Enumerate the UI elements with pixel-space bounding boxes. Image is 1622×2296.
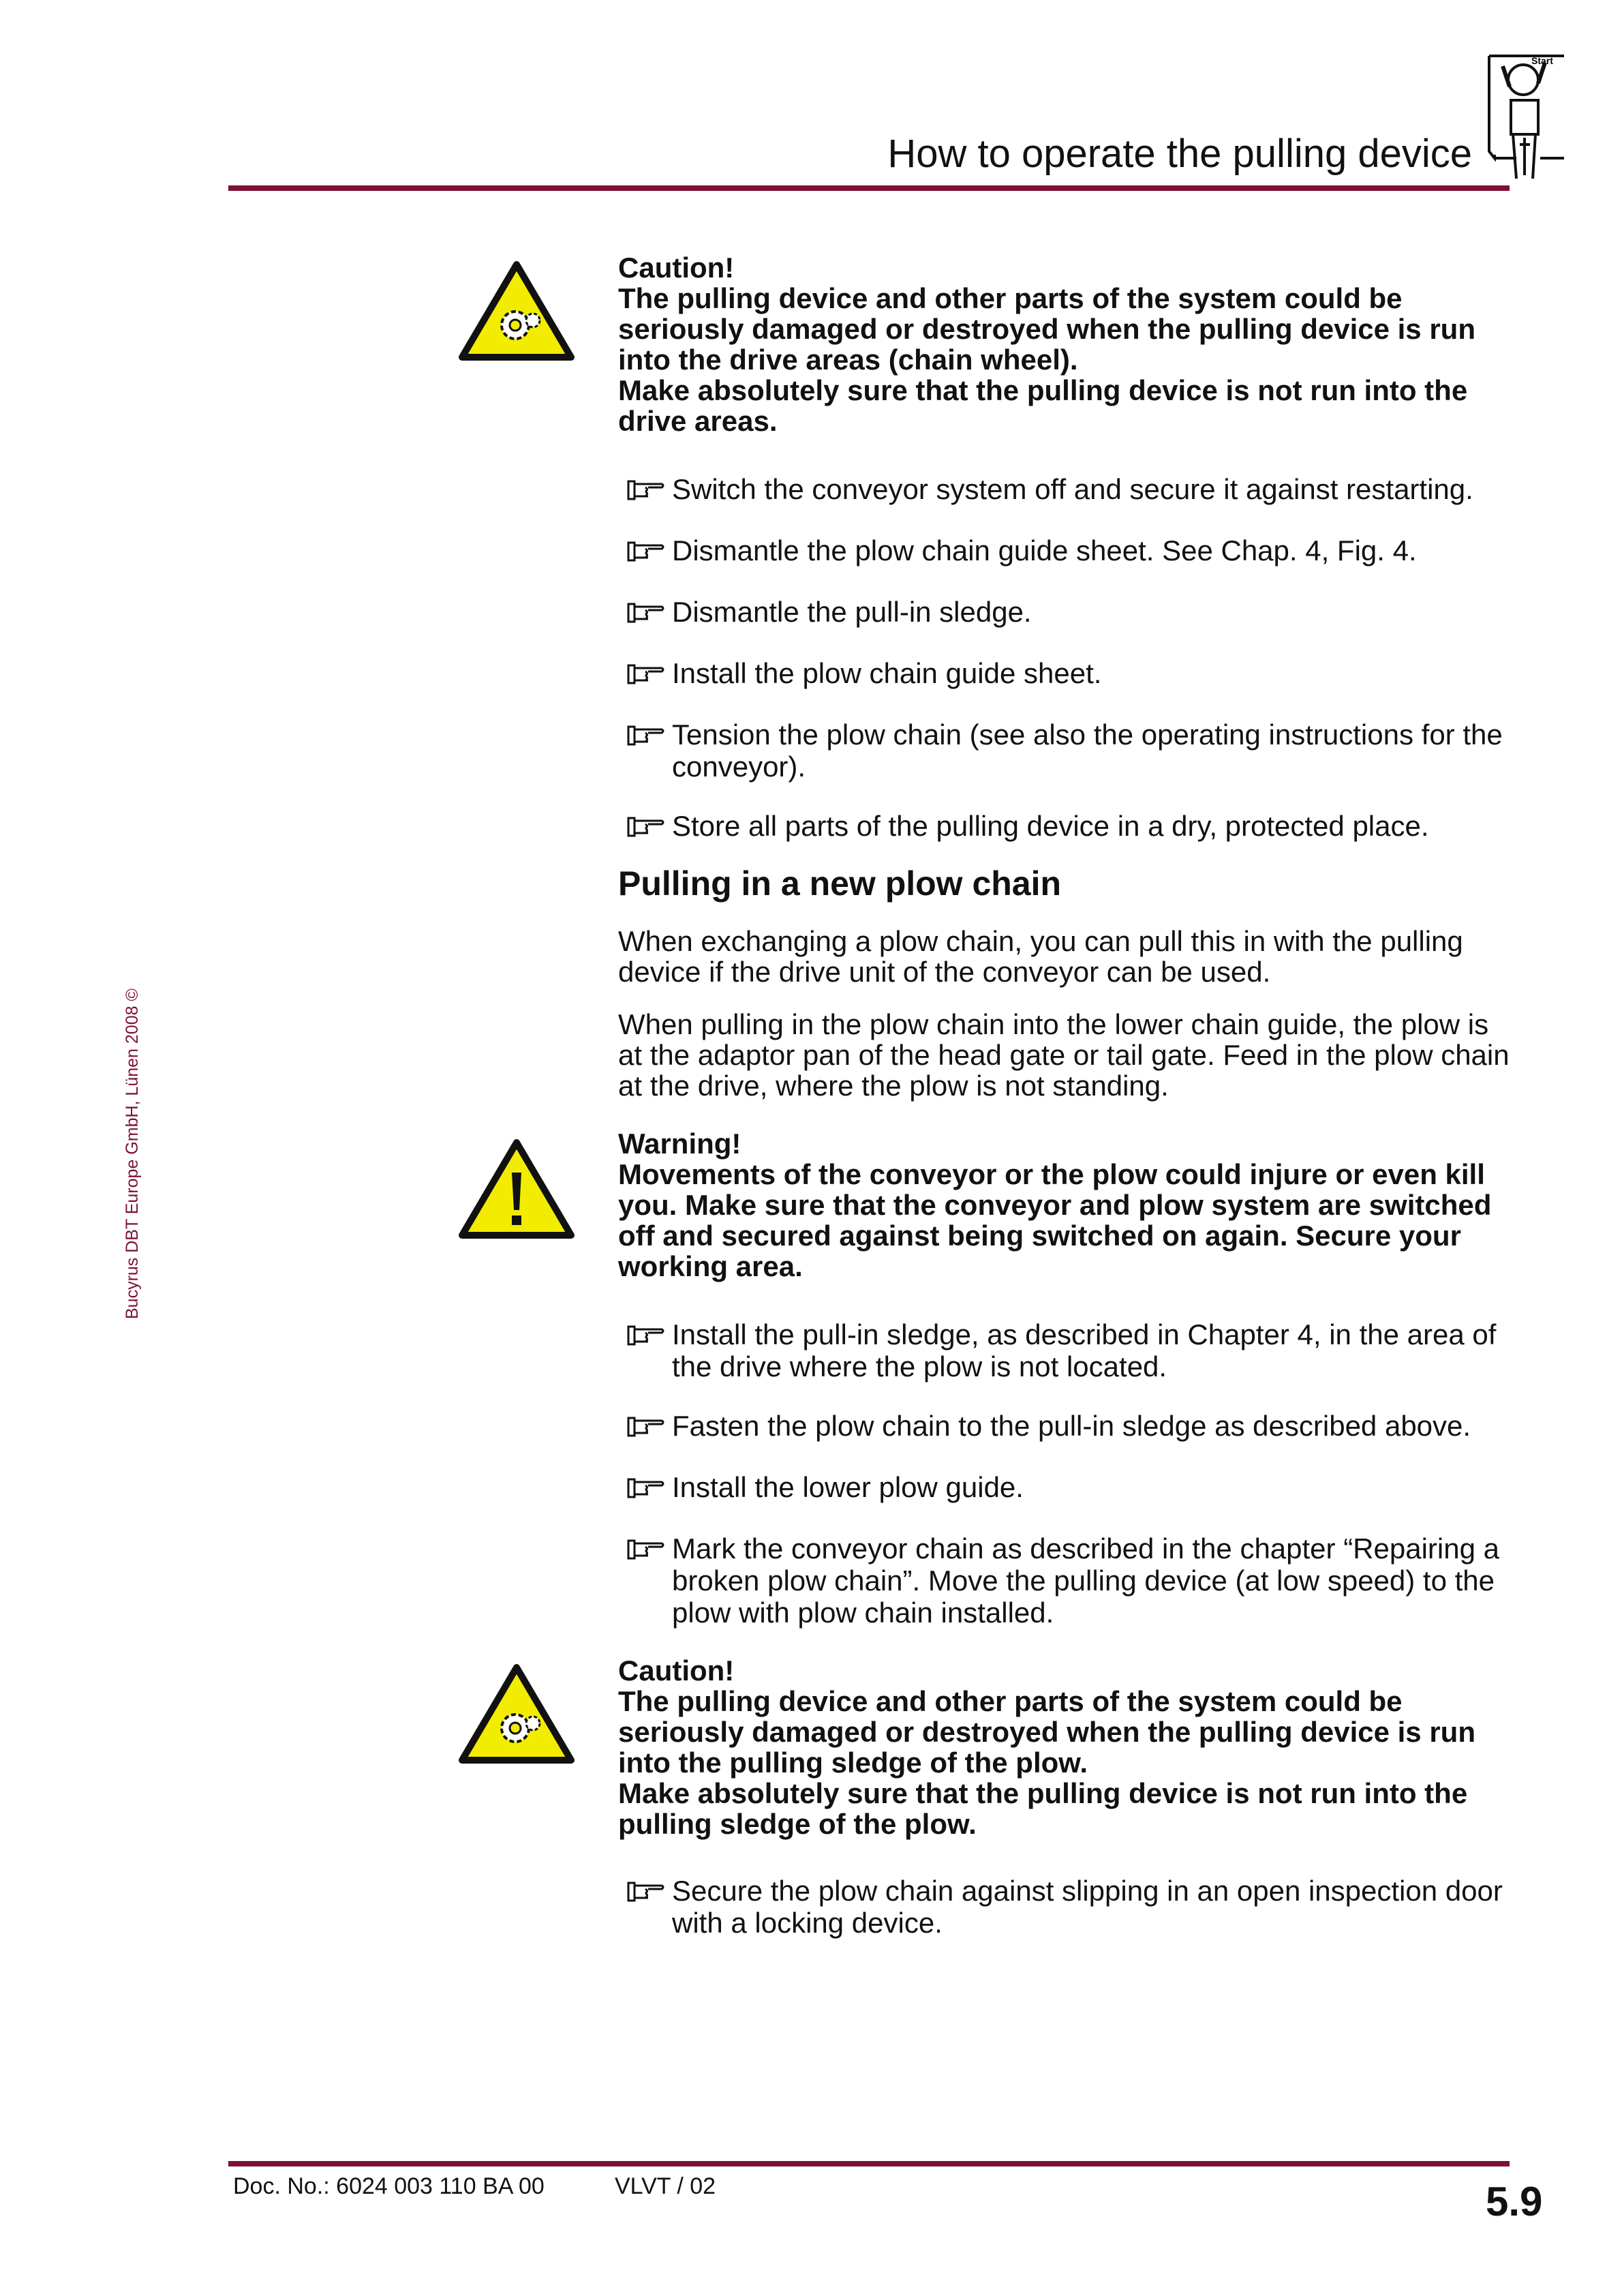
pointing-hand-icon bbox=[626, 1474, 667, 1501]
operator-start-icon bbox=[1482, 49, 1567, 185]
caution-gear-icon bbox=[458, 260, 575, 361]
caution-notice-2 bbox=[618, 1655, 1518, 1839]
document-number: Doc. No.: 6024 003 110 BA 00 bbox=[233, 2173, 545, 2199]
pointing-hand-icon bbox=[626, 599, 667, 626]
step-item: Install the lower plow guide. bbox=[626, 1471, 1526, 1503]
section-heading: Pulling in a new plow chain bbox=[618, 864, 1062, 903]
section-paragraph: When pulling in the plow chain into the lower chain guide, the plow is at the adaptor pan of the head gate or tail gate. Feed in the plow chain at the drive, where the plow is not standing. bbox=[618, 1008, 1510, 1102]
pointing-hand-icon bbox=[626, 476, 667, 503]
pointing-hand-icon bbox=[626, 1535, 667, 1562]
section-paragraph: When exchanging a plow chain, you can pull this in with the pulling device if the drive unit of the conveyor can be used. bbox=[618, 925, 1463, 988]
caution-notice-1 bbox=[618, 252, 1518, 436]
pointing-hand-icon bbox=[626, 813, 667, 840]
page-number: 5.9 bbox=[1486, 2179, 1543, 2224]
caution-gear-icon bbox=[458, 1663, 575, 1764]
pointing-hand-icon bbox=[626, 1413, 667, 1440]
step-item: Dismantle the pull-in sledge. bbox=[626, 596, 1526, 628]
pointing-hand-icon bbox=[626, 1321, 667, 1348]
caution-label: Caution! bbox=[618, 1655, 735, 1687]
step-item: Mark the conveyor chain as described in the chapter “Repairing a broken plow chain”. Move the pulling device (at low speed) to the plow with plow chain installed. bbox=[626, 1532, 1526, 1629]
pointing-hand-icon bbox=[626, 721, 667, 749]
caution-text-2: Make absolutely sure that the pulling device is not run into the pulling sledge of the plow. bbox=[618, 1777, 1468, 1840]
page-title: How to operate the pulling device bbox=[887, 132, 1472, 176]
pointing-hand-icon bbox=[626, 660, 667, 687]
step-item: Tension the plow chain (see also the operating instructions for the conveyor). bbox=[626, 719, 1526, 783]
pointing-hand-icon bbox=[626, 537, 667, 564]
caution-text: The pulling device and other parts of the system could be seriously damaged or destroyed when the pulling device is run into the pulling sledge of the plow. bbox=[618, 1685, 1475, 1779]
step-item: Install the plow chain guide sheet. bbox=[626, 657, 1526, 689]
document-version: VLVT / 02 bbox=[615, 2173, 716, 2199]
copyright-note: Bucyrus DBT Europe GmbH, Lünen 2008 © bbox=[123, 988, 142, 1319]
step-item: Install the pull-in sledge, as described in Chapter 4, in the area of the drive where the plow is not located. bbox=[626, 1318, 1526, 1383]
header-rule bbox=[228, 185, 1510, 191]
footer-rule bbox=[228, 2161, 1510, 2166]
caution-text: The pulling device and other parts of the system could be seriously damaged or destroyed when the pulling device is run into the drive areas (chain wheel). bbox=[618, 282, 1475, 376]
step-item: Dismantle the plow chain guide sheet. See Chap. 4, Fig. 4. bbox=[626, 534, 1526, 567]
start-label: Start bbox=[1531, 55, 1553, 66]
step-item: Store all parts of the pulling device in a dry, protected place. bbox=[626, 810, 1526, 842]
step-item: Switch the conveyor system off and secure it against restarting. bbox=[626, 473, 1526, 505]
warning-text: Movements of the conveyor or the plow could injure or even kill you. Make sure that the conveyor and plow system are switched off and secured against being switched on again. Secure your working area. bbox=[618, 1158, 1492, 1282]
warning-exclamation-icon bbox=[458, 1138, 575, 1239]
warning-label: Warning! bbox=[618, 1128, 741, 1160]
caution-label: Caution! bbox=[618, 252, 735, 284]
caution-text-2: Make absolutely sure that the pulling device is not run into the drive areas. bbox=[618, 374, 1468, 437]
pointing-hand-icon bbox=[626, 1877, 667, 1905]
step-item: Fasten the plow chain to the pull-in sledge as described above. bbox=[626, 1410, 1526, 1442]
warning-notice bbox=[618, 1128, 1518, 1282]
step-item: Secure the plow chain against slipping in an open inspection door with a locking device. bbox=[626, 1875, 1526, 1939]
